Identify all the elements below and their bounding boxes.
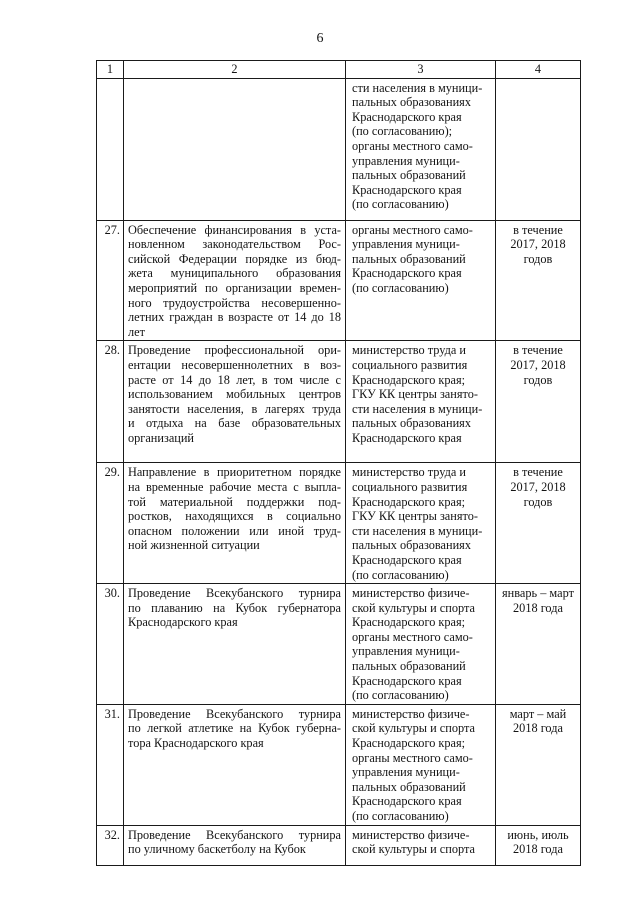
deadline	[496, 704, 581, 825]
executor-line: (по согласованию)	[352, 688, 449, 703]
executor-line: Краснодарского края;	[352, 372, 466, 387]
measure-description-line: ростков, находящихся в социально	[128, 509, 341, 524]
measure-description	[124, 341, 346, 463]
executor-line: (по согласованию)	[352, 809, 449, 823]
executor-line: органы местного само-	[352, 222, 473, 237]
executor-line: управления муници-	[352, 237, 460, 252]
deadline	[496, 78, 581, 220]
page-number: 6	[316, 31, 324, 46]
deadline-line: июнь, июль	[507, 827, 569, 842]
executor-line: управления муници-	[352, 765, 460, 780]
executor-line: органы местного само-	[352, 138, 473, 153]
executor-line: органы местного само-	[352, 750, 473, 765]
measure-description-line: Проведение Всекубанского турнира	[128, 586, 341, 601]
executor	[346, 584, 496, 705]
executor	[346, 825, 496, 865]
measure-description-line: тора Краснодарского края	[128, 736, 264, 751]
measure-description-line: на временные рабочие места с выпла-	[128, 479, 341, 494]
header-row	[97, 61, 581, 79]
executor-line: пальных образованиях	[352, 538, 471, 553]
deadline-line: в течение	[513, 222, 563, 237]
executor-line: социального развития	[352, 357, 468, 372]
executor-line: Краснодарского края;	[352, 736, 466, 751]
executor-line: министерство физиче-	[352, 827, 470, 842]
table-row	[97, 463, 581, 584]
executor-line: пальных образованиях	[352, 416, 471, 431]
deadline-line: годов	[523, 251, 553, 266]
measures-table	[96, 60, 581, 866]
measure-description-line: опасном положении или иной труд-	[128, 523, 341, 538]
table-row	[97, 220, 581, 341]
executor-line: (по согласованию)	[352, 280, 449, 295]
measure-description	[124, 463, 346, 584]
measure-description-line: по уличному баскетболу на Кубок	[128, 842, 306, 857]
measure-description	[124, 78, 346, 220]
header-col-2: 2	[124, 61, 346, 79]
deadline-line: январь – март	[502, 586, 574, 601]
executor	[346, 78, 496, 220]
table-row	[97, 584, 581, 705]
measure-description	[124, 825, 346, 865]
deadline-line: годов	[523, 494, 553, 509]
executor-line: ской культуры и спорта	[352, 842, 475, 857]
executor-line: пальных образований	[352, 168, 466, 183]
deadline-line: в течение	[513, 465, 563, 480]
measure-description-line: Проведение Всекубанского турнира	[128, 827, 341, 842]
deadline	[496, 825, 581, 865]
deadline	[496, 220, 581, 341]
deadline	[496, 463, 581, 584]
measure-description	[124, 220, 346, 341]
measure-description	[124, 704, 346, 825]
executor-line: министерство труда и	[352, 465, 466, 480]
table-row	[97, 825, 581, 865]
executor	[346, 341, 496, 463]
row-number: 29.	[97, 463, 124, 584]
executor-line: министерство физиче-	[352, 706, 470, 721]
executor-line: (по согласованию)	[352, 567, 449, 582]
header-col-4: 4	[496, 61, 581, 79]
header-col-3: 3	[346, 61, 496, 79]
deadline-line: в течение	[513, 343, 563, 358]
executor	[346, 220, 496, 341]
measure-description-line: расте от 14 до 18 лет, в том числе с	[128, 372, 341, 387]
measure-description-line: ного трудоустройства несовершенно-	[128, 295, 341, 310]
measure-description-line: и отдыха на базе образовательных	[128, 416, 341, 431]
executor-line: пальных образований	[352, 779, 466, 794]
executor-line: сти населения в муници-	[352, 80, 483, 95]
measure-description-line: летних граждан в возрасте от 14 до 18	[128, 310, 341, 325]
deadline-line: 2017, 2018	[510, 237, 566, 252]
measure-description-line: по плаванию на Кубок губернатора	[128, 600, 341, 615]
measure-description-line: новленном законодательством Рос-	[128, 237, 341, 252]
measure-description-line: Краснодарского края	[128, 615, 238, 630]
executor-line: пальных образований	[352, 251, 466, 266]
measure-description-line: Проведение профессиональной ори-	[128, 343, 341, 358]
executor-line: Краснодарского края;	[352, 494, 466, 509]
deadline-line: март – май	[509, 706, 567, 721]
deadline-line: 2018 года	[513, 842, 563, 857]
deadline-line: 2018 года	[513, 600, 563, 615]
row-number: 27.	[97, 220, 124, 341]
measure-description-line: мероприятий по организации времен-	[128, 280, 341, 295]
executor-line: управления муници-	[352, 153, 460, 168]
row-number: 28.	[97, 341, 124, 463]
deadline-line: 2017, 2018	[510, 479, 566, 494]
executor-line: Краснодарского края	[352, 109, 462, 124]
executor-line: пальных образований	[352, 659, 466, 674]
measure-description-line: сийской Федерации порядке из бюд-	[128, 251, 341, 266]
executor-line: сти населения в муници-	[352, 523, 483, 538]
row-number	[97, 78, 124, 220]
measure-description-line: занятости населения, в лагерях труда	[128, 401, 341, 416]
executor-line: Краснодарского края	[352, 430, 462, 445]
measure-description-line: жета муниципального образования	[128, 266, 341, 281]
table-row	[97, 341, 581, 463]
header-col-1: 1	[97, 61, 124, 79]
executor-line: управления муници-	[352, 644, 460, 659]
executor-line: органы местного само-	[352, 629, 473, 644]
executor-line: сти населения в муници-	[352, 401, 483, 416]
row-number: 31.	[97, 704, 124, 825]
executor-line: Краснодарского края	[352, 794, 462, 809]
executor-line: ской культуры и спорта	[352, 721, 475, 736]
executor-line: Краснодарского края	[352, 182, 462, 197]
measure-description-line: ной жизненной ситуации	[128, 538, 260, 553]
measure-description-line: той материальной поддержки под-	[128, 494, 341, 509]
deadline-line: 2018 года	[513, 721, 563, 736]
executor-line: ГКУ КК центры занято-	[352, 387, 478, 402]
executor	[346, 463, 496, 584]
executor-line: Краснодарского края	[352, 552, 462, 567]
measure-description-line: использованием мобильных центров	[128, 387, 341, 402]
measure-description-line: организаций	[128, 430, 195, 445]
executor-line: Краснодарского края	[352, 266, 462, 281]
measure-description-line: Направление в приоритетном порядке	[128, 465, 341, 480]
deadline-line: 2017, 2018	[510, 357, 566, 372]
executor-line: министерство труда и	[352, 343, 466, 358]
executor	[346, 704, 496, 825]
executor-line: ГКУ КК центры занято-	[352, 509, 478, 524]
executor-line: Краснодарского края	[352, 673, 462, 688]
executor-line: ской культуры и спорта	[352, 600, 475, 615]
table-row	[97, 704, 581, 825]
row-number: 32.	[97, 825, 124, 865]
measure-description-line: Проведение Всекубанского турнира	[128, 706, 341, 721]
measure-description-line: Обеспечение финансирования в уста-	[128, 222, 341, 237]
executor-line: министерство физиче-	[352, 586, 470, 601]
executor-line: (по согласованию);	[352, 124, 453, 139]
table-row	[97, 78, 581, 220]
measure-description	[124, 584, 346, 705]
row-number: 30.	[97, 584, 124, 705]
executor-line: пальных образованиях	[352, 95, 471, 110]
deadline-line: годов	[523, 372, 553, 387]
executor-line: Краснодарского края;	[352, 615, 466, 630]
deadline	[496, 584, 581, 705]
measure-description-line: ентации несовершеннолетних в воз-	[128, 357, 341, 372]
measure-description-line: лет	[128, 324, 145, 339]
deadline	[496, 341, 581, 463]
measure-description-line: по легкой атлетике на Кубок губерна-	[128, 721, 341, 736]
executor-line: (по согласованию)	[352, 197, 449, 212]
executor-line: социального развития	[352, 479, 468, 494]
